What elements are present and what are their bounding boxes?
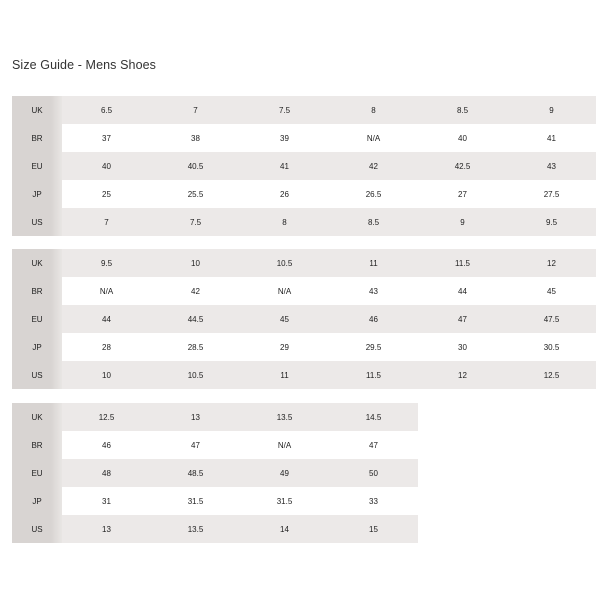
size-row-uk [12,403,418,431]
size-cell: 28 [62,333,151,361]
size-cell: 7 [151,96,240,124]
size-cell: 12 [507,249,596,277]
size-cell: 40 [62,152,151,180]
size-row-br [12,277,596,305]
size-cell: 48 [62,459,151,487]
size-cell: 13 [151,403,240,431]
size-cell: 28.5 [151,333,240,361]
size-cell: 8 [329,96,418,124]
size-cell: N/A [240,431,329,459]
size-cell: 47.5 [507,305,596,333]
size-cell: 29.5 [329,333,418,361]
size-cell: 26 [240,180,329,208]
size-cell: 26.5 [329,180,418,208]
row-header: BR [12,277,62,305]
size-cell: 11 [329,249,418,277]
size-table-2 [12,249,596,389]
size-cell: 13 [62,515,151,543]
size-cell: 31.5 [240,487,329,515]
size-cell: 44 [418,277,507,305]
size-cell: 29 [240,333,329,361]
row-header: EU [12,152,62,180]
size-cell: 11.5 [329,361,418,389]
size-row-jp [12,487,418,515]
size-cell: 7.5 [240,96,329,124]
size-cell: 10.5 [151,361,240,389]
size-cell: 33 [329,487,418,515]
size-cell: 10 [62,361,151,389]
size-cell: 6.5 [62,96,151,124]
row-header: JP [12,180,62,208]
size-cell: 12.5 [507,361,596,389]
size-cell: 11.5 [418,249,507,277]
size-cell: 46 [62,431,151,459]
size-cell: 8.5 [418,96,507,124]
size-cell: 42.5 [418,152,507,180]
size-cell: 27 [418,180,507,208]
size-row-eu [12,459,418,487]
size-cell: 31 [62,487,151,515]
size-cell: 39 [240,124,329,152]
row-header: JP [12,487,62,515]
size-cell: N/A [62,277,151,305]
size-cell: 50 [329,459,418,487]
size-cell: N/A [329,124,418,152]
size-cell: 43 [329,277,418,305]
size-cell: 9 [507,96,596,124]
size-table-1 [12,96,596,236]
size-row-eu [12,152,596,180]
row-header: UK [12,96,62,124]
size-cell: 9.5 [507,208,596,236]
size-cell: 44.5 [151,305,240,333]
size-row-uk [12,96,596,124]
size-cell: 14.5 [329,403,418,431]
size-row-br [12,124,596,152]
size-cell: 12.5 [62,403,151,431]
size-cell: 9.5 [62,249,151,277]
row-header: US [12,208,62,236]
size-cell: 45 [507,277,596,305]
size-cell: 30.5 [507,333,596,361]
size-cell: 11 [240,361,329,389]
size-row-jp [12,180,596,208]
size-cell: 10.5 [240,249,329,277]
size-cell: 27.5 [507,180,596,208]
size-cell: 8 [240,208,329,236]
size-cell: 9 [418,208,507,236]
size-row-jp [12,333,596,361]
size-cell: 31.5 [151,487,240,515]
size-cell: 25.5 [151,180,240,208]
size-cell: 30 [418,333,507,361]
size-cell: 46 [329,305,418,333]
row-header: BR [12,431,62,459]
size-row-uk [12,249,596,277]
page-title: Size Guide - Mens Shoes [12,58,157,72]
row-header: US [12,361,62,389]
size-cell: 44 [62,305,151,333]
size-cell: 13.5 [151,515,240,543]
size-cell: 48.5 [151,459,240,487]
row-header: UK [12,403,62,431]
size-cell: 7 [62,208,151,236]
size-row-br [12,431,418,459]
size-cell: 42 [329,152,418,180]
size-cell: 47 [418,305,507,333]
size-cell: 40 [418,124,507,152]
size-cell: 37 [62,124,151,152]
size-cell: 13.5 [240,403,329,431]
size-cell: N/A [240,277,329,305]
size-row-us [12,361,596,389]
size-row-us [12,515,418,543]
size-table-3 [12,403,418,543]
size-cell: 40.5 [151,152,240,180]
size-cell: 10 [151,249,240,277]
size-cell: 8.5 [329,208,418,236]
size-cell: 15 [329,515,418,543]
row-header: EU [12,459,62,487]
size-row-eu [12,305,596,333]
size-cell: 12 [418,361,507,389]
row-header: US [12,515,62,543]
size-cell: 14 [240,515,329,543]
row-header: EU [12,305,62,333]
size-cell: 47 [151,431,240,459]
size-cell: 47 [329,431,418,459]
size-cell: 41 [507,124,596,152]
size-cell: 42 [151,277,240,305]
size-cell: 49 [240,459,329,487]
size-cell: 25 [62,180,151,208]
row-header: UK [12,249,62,277]
size-cell: 38 [151,124,240,152]
size-cell: 45 [240,305,329,333]
size-cell: 43 [507,152,596,180]
size-cell: 7.5 [151,208,240,236]
row-header: BR [12,124,62,152]
size-cell: 41 [240,152,329,180]
row-header: JP [12,333,62,361]
size-row-us [12,208,596,236]
